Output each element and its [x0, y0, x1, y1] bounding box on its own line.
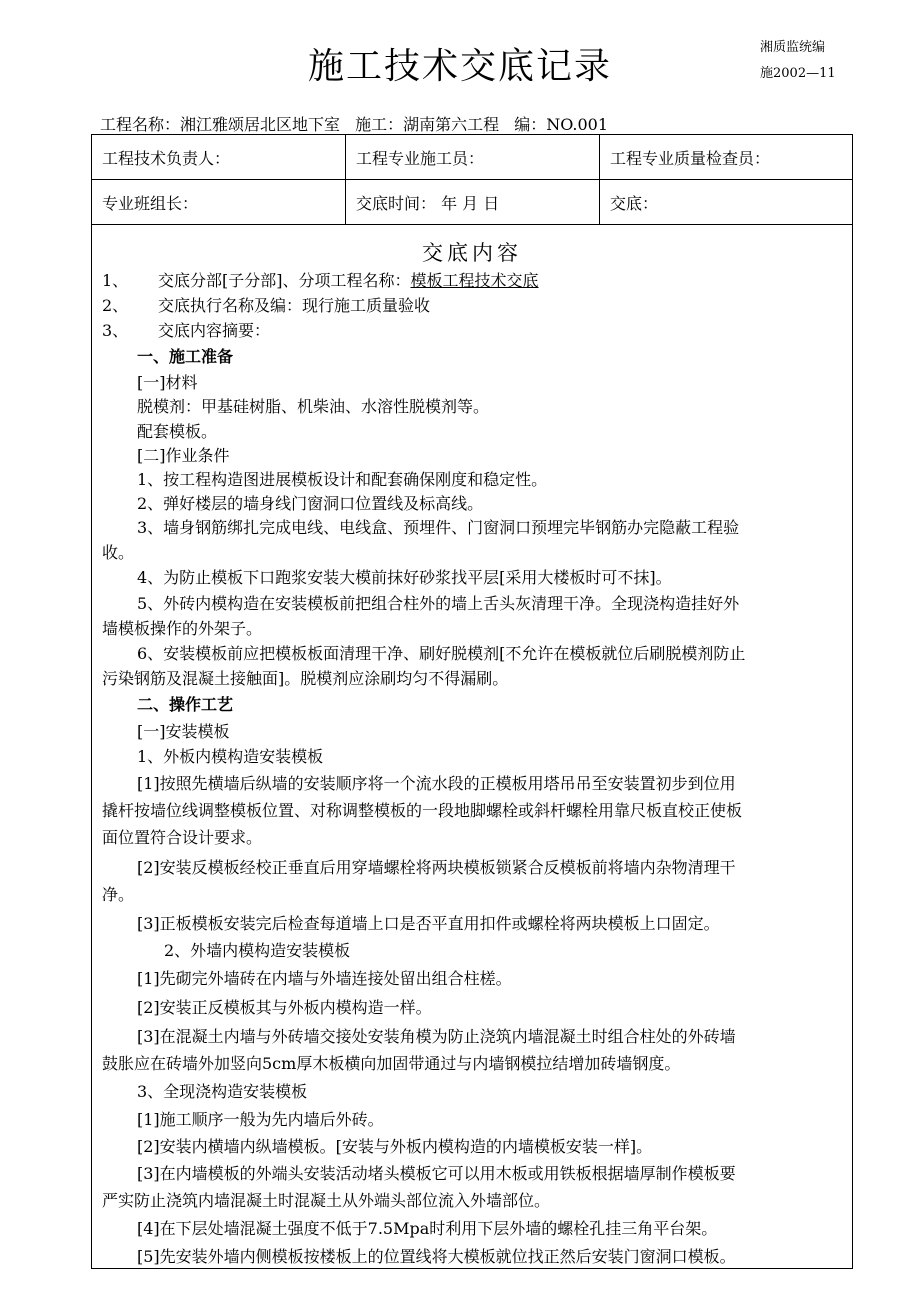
content-line: [2]安装内横墙内纵墙模板。[安装与外板内模构造的内墙模板安装一样]。 [137, 1137, 653, 1156]
form-code: 施2002—11 [760, 66, 836, 81]
content-item: 1、 交底分部[子分部]、分项工程名称：模板工程技术交底 [102, 271, 539, 290]
content-line: [3]在内墙模板的外端头安装活动堵头模板它可以用木板或用铁板根据墙厚制作模板要 [137, 1164, 736, 1183]
content-line: 一、施工准备 [137, 347, 234, 366]
content-line: 净。 [102, 885, 135, 904]
content-item: 2、 交底执行名称及编：现行施工质量验收 [102, 296, 431, 315]
constructor: 施工：湖南第六工程 [355, 115, 500, 134]
content-line: 4、为防止模板下口跑浆安装大模前抹好砂浆找平层[采用大楼板时可不抹]。 [137, 568, 672, 587]
content-line: [3]正板模板安装完后检查每道墙上口是否平直用扣件或螺栓将两块模板上口固定。 [137, 914, 720, 933]
content-line: 面位置符合设计要求。 [102, 828, 263, 847]
content-line: 污染钢筋及混凝土接触面]。脱模剂应涂刷均匀不得漏刷。 [102, 669, 509, 688]
content-line: 2、外墙内模构造安装模板 [164, 941, 351, 960]
content-line: 5、外砖内模构造在安装模板前把组合柱外的墙上舌头灰清理干净。全现浇构造挂好外 [137, 594, 740, 613]
content-line: [2]安装反模板经校正垂直后用穿墙螺栓将两块模板锁紧合反模板前将墙内杂物清理干 [137, 858, 736, 877]
content-line: 脱模剂：甲基硅树脂、机柴油、水溶性脱模剂等。 [137, 397, 490, 416]
team-leader-field: 专业班组长： [92, 180, 346, 224]
tech-leader-field: 工程技术负责人： [92, 135, 346, 179]
content-line: 6、安装模板前应把模板板面清理干净、刷好脱模剂[不允许在模板就位后刷脱模剂防止 [137, 644, 746, 663]
handover-field: 交底： [610, 193, 659, 213]
content-line: 1、按工程构造图进展模板设计和配套确保刚度和稳定性。 [137, 470, 548, 489]
info-row-1 [92, 135, 852, 180]
content-line: 2、弹好楼层的墙身线门窗洞口位置线及标高线。 [137, 494, 484, 513]
content-line: 撬杆按墙位线调整模板位置、对称调整模板的一段地脚螺栓或斜杆螺栓用靠尺板直校正使板 [102, 801, 743, 820]
content-line: 3、全现浇构造安装模板 [137, 1082, 308, 1101]
content-line: [1]先砌完外墙砖在内墙与外墙连接处留出组合柱槎。 [137, 969, 512, 988]
content-line: 3、墙身钢筋绑扎完成电线、电线盒、预埋件、门窗洞口预埋完毕钢筋办完隐蔽工程验 [137, 518, 740, 537]
content-line: 严实防止浇筑内墙混凝土时混凝土从外端头部位流入外墙部位。 [102, 1191, 551, 1210]
content-line: 收。 [102, 543, 135, 562]
content-line: [5]先安装外墙内侧模板按楼板上的位置线将大模板就位找正然后安装门窗洞口模板。 [137, 1247, 736, 1266]
content-line: [一]材料 [137, 373, 198, 392]
info-row-2 [92, 180, 852, 225]
project-name: 工程名称：湘江雅颂居北区地下室 [100, 115, 341, 134]
content-line: 1、外板内模构造安装模板 [137, 747, 324, 766]
project-info-line [100, 112, 618, 135]
content-heading: 交底内容 [422, 241, 522, 265]
content-line: [1]施工顺序一般为先内墙后外砖。 [137, 1110, 384, 1129]
content-line: [2]安装正反模板其与外板内模构造一样。 [137, 998, 432, 1017]
issuer-label: 湘质监统编 [760, 40, 826, 55]
content-line: 二、操作工艺 [137, 695, 234, 714]
record-table [91, 134, 853, 1269]
page-title: 施工技术交底记录 [307, 46, 612, 87]
content-line: [二]作业条件 [137, 446, 230, 465]
content-line: 鼓胀应在砖墙外加竖向5cm厚木板横向加固带通过与内墙钢模拉结增加砖墙钢度。 [102, 1054, 681, 1073]
content-line: 墙模板操作的外架子。 [102, 619, 263, 638]
project-link-text: 模板工程技术交底 [410, 271, 539, 290]
content-line: [4]在下层处墙混凝土强度不低于7.5Mpa时利用下层外墙的螺栓孔挂三角平台架。 [137, 1219, 718, 1238]
content-line: [一]安装模板 [137, 722, 230, 741]
content-item: 3、 交底内容摘要： [102, 321, 271, 340]
record-number: 编：NO.001 [514, 115, 609, 134]
content-line: 配套模板。 [137, 422, 218, 441]
content-line: [3]在混凝土内墙与外砖墙交接处安装角模为防止浇筑内墙混凝土时组合柱处的外砖墙 [137, 1027, 736, 1046]
content-line: [1]按照先横墙后纵墙的安装顺序将一个流水段的正模板用塔吊吊至安装置初步到位用 [137, 774, 736, 793]
quality-inspector-field: 工程专业质量检查员： [610, 148, 771, 168]
construction-staff-field: 工程专业施工员： [346, 135, 600, 179]
handover-time-field: 交底时间： 年 月 日 [346, 180, 600, 224]
